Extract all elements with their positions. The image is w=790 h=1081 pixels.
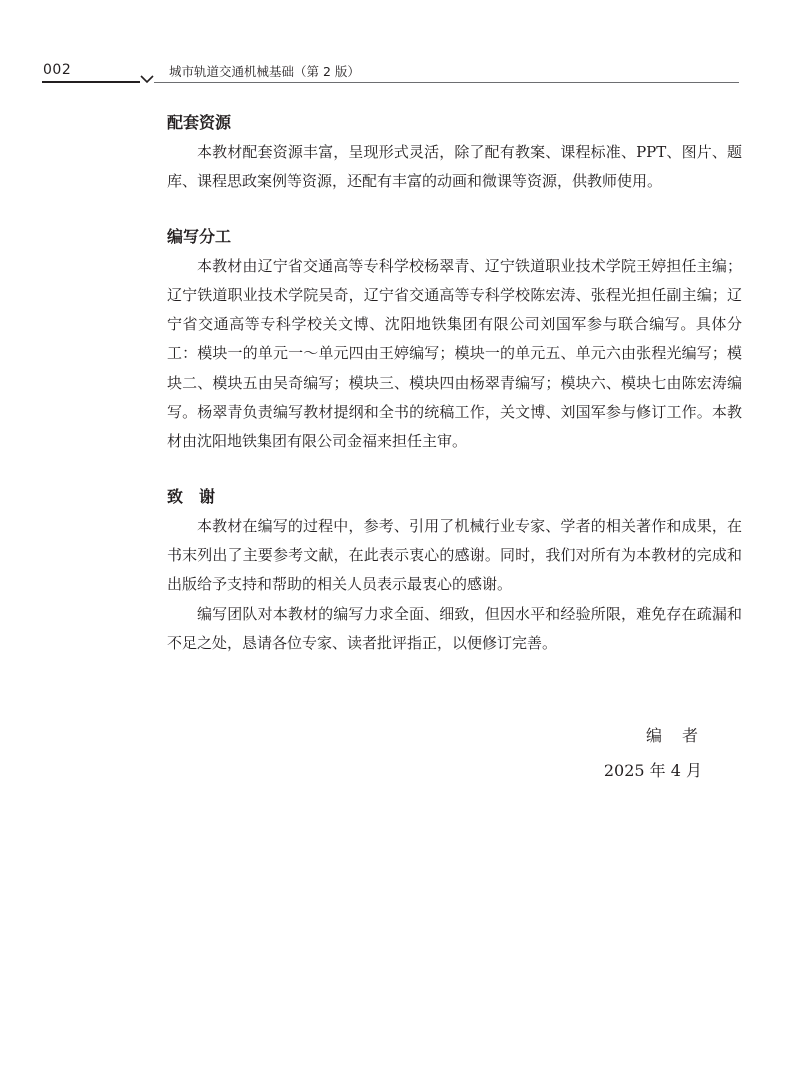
running-book-title: 城市轨道交通机械基础（第 2 版） [169, 64, 360, 79]
signoff-date: 2025 年 4 月 [603, 761, 702, 780]
section-resources [167, 112, 742, 197]
header-rule-thin [154, 82, 739, 83]
section-acknowledgements [167, 486, 742, 658]
signoff-author: 编者 [645, 726, 718, 745]
page-number: 002 [43, 62, 72, 78]
authorship-paragraph: 本教材由辽宁省交通高等专科学校杨翠青、辽宁铁道职业技术学院王婷担任主编；辽宁铁道职业技术学院吴奇，辽宁省交通高等专科学校陈宏涛、张程光担任副主编；辽宁省交通高等专科学校关文博、沈阳地铁集团有限公司刘国军参与联合编写。具体分工：模块一的单元一～单元四由王婷编写；模块一的单元五、单元六由张程光编写；模块二、模块五由吴奇编写；模块三、模块四由杨翠青编写；模块六、模块七由陈宏涛编写。杨翠青负责编写教材提纲和全书的统稿工作，关文博、刘国军参与修订工作。本教材由沈阳地铁集团有限公司金福来担任主审。 [167, 256, 742, 451]
acknowledgements-paragraph-2: 编写团队对本教材的编写力求全面、细致，但因水平和经验所限，难免存在疏漏和不足之处，恳请各位专家、读者批评指正，以便修订完善。 [167, 604, 742, 652]
section-heading-acknowledgements: 致 谢 [167, 486, 216, 506]
header-rule-thick [42, 81, 140, 83]
section-heading-authorship: 编写分工 [167, 226, 232, 246]
section-authorship [167, 226, 742, 457]
page-header [0, 0, 790, 90]
resources-paragraph: 本教材配套资源丰富，呈现形式灵活，除了配有教案、课程标准、PPT、图片、题库、课程思政案例等资源，还配有丰富的动画和微课等资源，供教师使用。 [167, 143, 742, 191]
signoff [482, 723, 718, 783]
section-heading-resources: 配套资源 [167, 113, 232, 132]
header-chevron-icon [140, 75, 154, 85]
page-body [167, 112, 742, 676]
acknowledgements-paragraph-1: 本教材在编写的过程中，参考、引用了机械行业专家、学者的相关著作和成果，在书末列出了主要参考文献，在此表示衷心的感谢。同时，我们对所有为本教材的完成和出版给予支持和帮助的相关人员表示最衷心的感谢。 [167, 516, 742, 594]
